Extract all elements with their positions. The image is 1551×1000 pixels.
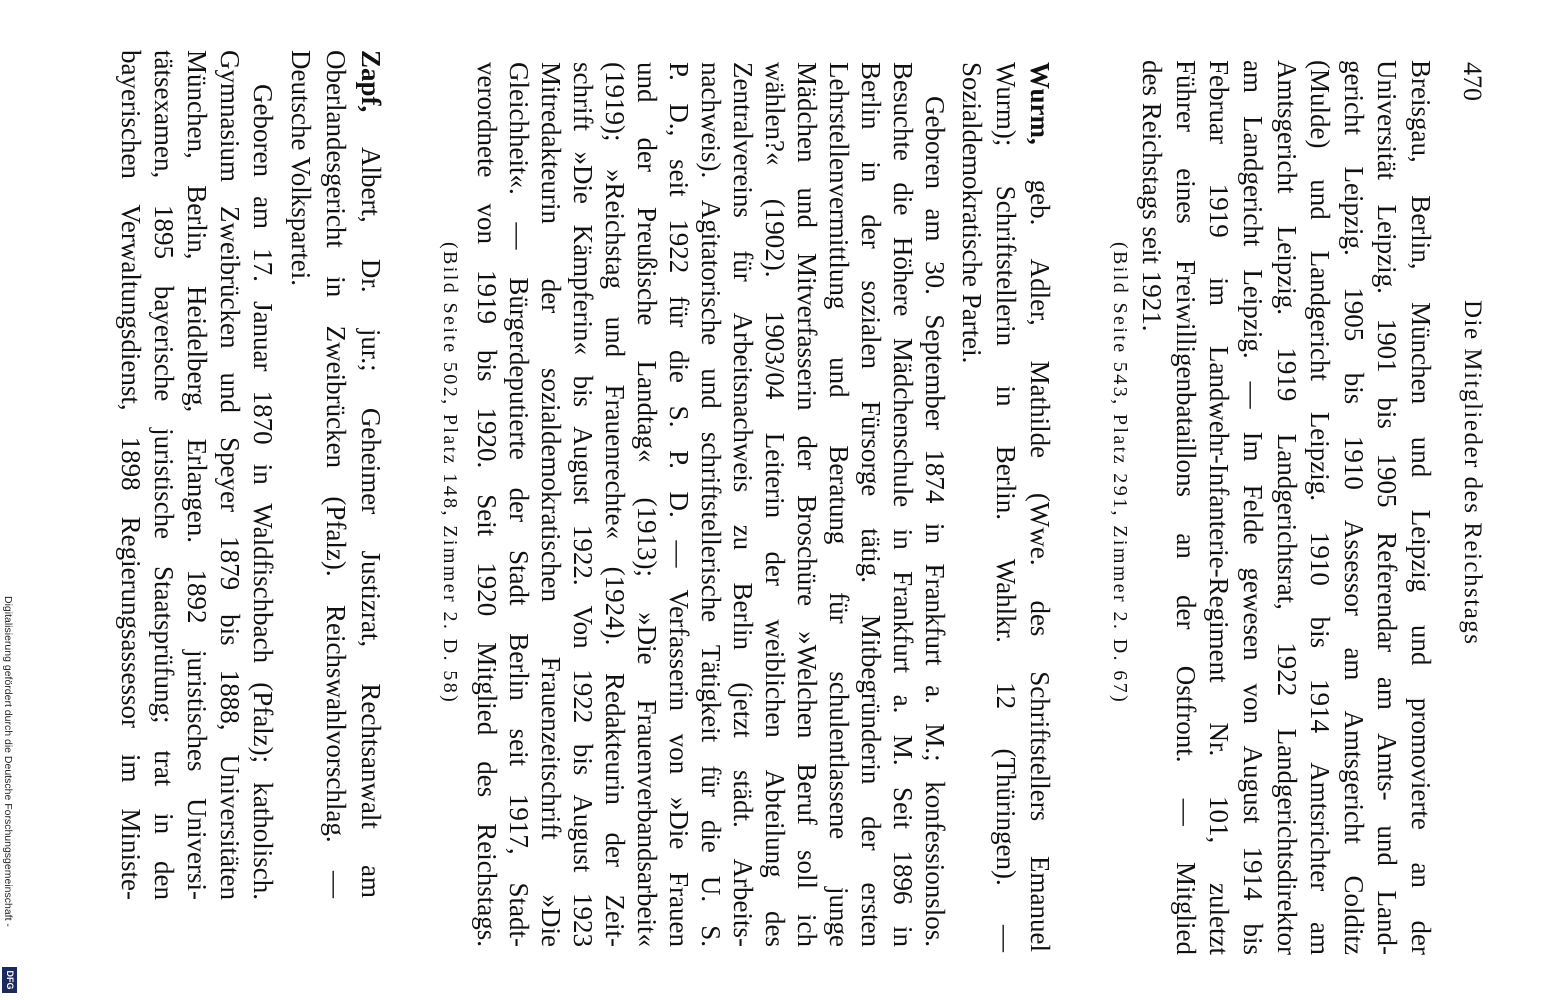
text-line: (1919); »Reichstag und Frauenrechte« (1924). Redakteurin der Zeit- xyxy=(600,62,630,947)
text-line: wählen?« (1902). 1903/04 Leiterin der weiblichen Abteilung des xyxy=(760,62,790,947)
text-line: Berlin in der sozialen Fürsorge tätig. Mitbegründerin der ersten xyxy=(856,62,886,947)
text-line: Mädchen und Mitverfasserin der Broschüre »Welchen Beruf soll ich xyxy=(792,62,822,947)
text-line: verordnete von 1919 bis 1920. Seit 1920 Mitglied des Reichstags. xyxy=(472,62,502,947)
text-line: Oberlandesgericht in Zweibrücken (Pfalz). Reichswahlvorschlag. — xyxy=(321,50,351,898)
heading-text: geb. Adler, Mathilde (Wwe. des Schriftstellers Emanuel xyxy=(1025,179,1055,953)
text-line: bayerischen Verwaltungsdienst, 1898 Regierungsassessor im Ministe- xyxy=(116,50,146,900)
entry-wurm-biography xyxy=(471,62,951,947)
text-line: P. D., seit 1922 für die S. P. D. — Verfasserin von »Die Frauen xyxy=(664,62,694,947)
text-line: Gymnasium Zweibrücken und Speyer 1879 bis 1888, Universitäten xyxy=(215,50,245,900)
text-line: Mitredakteurin der sozialdemokratischen Frauenzeitschrift »Die xyxy=(536,62,566,947)
entry-continuation xyxy=(1135,60,1437,955)
picture-reference: (Bild Seite 543, Platz 291, Zimmer 2. D. 67) xyxy=(1109,242,1131,705)
member-name: Zapf, xyxy=(356,50,386,113)
text-line: Gleichheit«. — Bürgerdeputierte der Stadt Berlin seit 1917, Stadt- xyxy=(504,62,534,947)
text-line: Geboren am 17. Januar 1870 in Waldfischbach (Pfalz); katholisch. xyxy=(248,84,278,900)
text-line: Sozialdemokratische Partei. xyxy=(957,62,987,364)
digitization-credit: Digitalisierung gefördert durch die Deutsche Forschungsgemeinschaft - xyxy=(2,596,14,927)
text-line: gericht Leipzig. 1905 bis 1910 Assessor am Amtsgericht Colditz xyxy=(1338,60,1369,955)
heading-text: Albert, Dr. jur.; Geheimer Justizrat, Rechtsanwalt am xyxy=(356,147,386,899)
entry-zapf-biography xyxy=(114,50,279,900)
text-line: Geboren am 30. September 1874 in Frankfurt a. M.; konfessionslos. xyxy=(920,96,950,947)
text-line: am Landgericht Leipzig. — Im Felde gewesen von August 1914 bis xyxy=(1238,60,1269,955)
text-line xyxy=(353,50,388,898)
text-line: schrift »Die Kämpferin« bis August 1922. Von 1922 bis August 1923 xyxy=(568,62,598,947)
text-line xyxy=(1023,62,1057,952)
dfg-logo: DFG xyxy=(2,967,17,993)
text-line: Deutsche Volkspartei. xyxy=(286,50,316,286)
text-line: nachweis). Agitatorische und schriftstellerische Tätigkeit für die U. S. xyxy=(696,62,726,947)
text-line: Breisgau, Berlin, München und Leipzig und promovierte an der xyxy=(1406,60,1436,955)
text-line: und der Preußische Landtag« (1913); »Die Frauenverbandsarbeit« xyxy=(632,62,662,947)
text-line: Universität Leipzig. 1901 bis 1905 Referendar am Amts- und Land- xyxy=(1372,60,1403,955)
running-head: Die Mitglieder des Reichstags xyxy=(1459,300,1486,646)
text-line: Februar 1919 im Landwehr-Infanterie-Regiment Nr. 101, zuletzt xyxy=(1204,60,1235,955)
text-line: tätsexamen, 1895 bayerische juristische Staatsprüfung; trat in den xyxy=(149,50,179,900)
text-line: Zentralvereins für Arbeitsnachweis zu Berlin (jetzt städt. Arbeits- xyxy=(728,62,758,947)
picture-reference: (Bild Seite 502, Platz 148, Zimmer 2. D. 58) xyxy=(439,242,461,705)
text-line: (Mulde) und Landgericht Leipzig. 1910 bis 1914 Amtsrichter am xyxy=(1305,60,1336,955)
text-line: Lehrstellenvermittlung und Beratung für schulentlassene junge xyxy=(824,62,854,947)
entry-wurm-heading xyxy=(955,62,1057,952)
text-line: des Reichstags seit 1921. xyxy=(1137,60,1168,332)
text-line: Besuchte die Höhere Mädchenschule in Frankfurt a. M. Seit 1896 in xyxy=(888,62,918,947)
text-line: Führer eines Freiwilligenbataillons an der Ostfront. — Mitglied xyxy=(1170,60,1201,955)
entry-zapf-heading xyxy=(283,50,388,898)
member-name: Wurm, xyxy=(1025,62,1055,145)
text-line: Wurm); Schriftstellerin in Berlin. Wahlkr. 12 (Thüringen). — xyxy=(991,62,1021,952)
text-line: Amtsgericht Leipzig. 1919 Landgerichtsrat, 1922 Landgerichtsdirektor xyxy=(1271,60,1302,955)
text-line: München, Berlin, Heidelberg, Erlangen. 1892 juristisches Universi- xyxy=(182,50,212,900)
page-number: 470 xyxy=(1458,62,1487,101)
